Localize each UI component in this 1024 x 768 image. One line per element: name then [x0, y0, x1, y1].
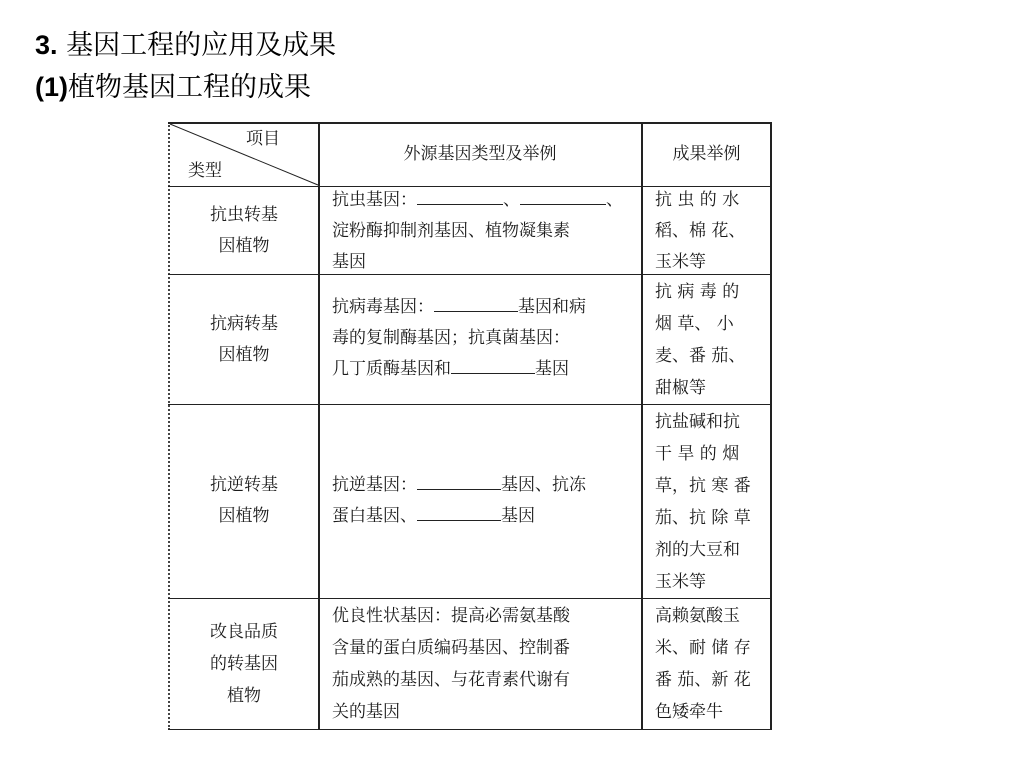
header-gene-type: 外源基因类型及举例: [403, 144, 557, 164]
fill-blank: [417, 471, 501, 490]
type-line: 因植物: [218, 345, 270, 365]
row-type-disease: [170, 309, 318, 371]
subsection-heading: [35, 70, 311, 105]
gene-text: 毒的复制酶基因；抗真菌基因：: [332, 328, 570, 348]
fill-blank: [434, 293, 518, 312]
gene-text: 优良性状基因：提高必需氨基酸: [332, 606, 570, 626]
type-line: 的转基因: [210, 654, 278, 674]
result-line: 抗 虫 的 水: [655, 190, 740, 210]
result-line: 抗盐碱和抗: [655, 412, 740, 432]
fill-blank: [417, 502, 501, 521]
subsection-title: 植物基因工程的成果: [68, 72, 311, 103]
gene-text: 、: [503, 190, 520, 210]
fill-blank: [520, 186, 606, 205]
result-line: 甜椒等: [655, 378, 706, 398]
row-type-insect: [170, 200, 318, 262]
subsection-number: (1): [35, 72, 68, 102]
gene-text: 基因: [332, 252, 366, 272]
result-line: 剂的大豆和: [655, 540, 740, 560]
result-line: 玉米等: [655, 572, 706, 592]
gene-text: 抗逆基因：: [332, 475, 417, 495]
gene-text: 、: [606, 190, 623, 210]
type-line: 因植物: [218, 236, 270, 256]
row-genes-stress: [332, 470, 638, 532]
row-type-quality: [170, 616, 318, 712]
header-type-label: 类型: [188, 161, 222, 181]
column-divider: [318, 122, 320, 730]
header-results: 成果举例: [672, 144, 741, 164]
gene-text: 含量的蛋白质编码基因、控制番: [332, 638, 570, 658]
row-divider: [168, 404, 772, 405]
row-genes-disease: [332, 292, 638, 385]
gene-text: 蛋白基因、: [332, 506, 417, 526]
row-results-quality: [655, 600, 767, 728]
result-line: 番 茄、新 花: [655, 670, 751, 690]
result-line: 色矮牵牛: [655, 702, 723, 722]
table-right-border: [770, 122, 772, 730]
gene-text: 淀粉酶抑制剂基因、植物凝集素: [332, 221, 570, 241]
row-divider: [168, 598, 772, 599]
type-line: 抗病转基: [210, 314, 278, 334]
section-title: 基因工程的应用及成果: [66, 30, 337, 61]
type-line: 改良品质: [210, 622, 278, 642]
row-results-insect: [655, 185, 767, 278]
row-genes-insect: [332, 185, 638, 278]
gene-text: 基因: [535, 359, 569, 379]
gene-text: 茄成熟的基因、与花青素代谢有: [332, 670, 570, 690]
result-line: 烟 草、 小: [655, 314, 734, 334]
row-genes-quality: [332, 600, 638, 728]
result-line: 米、耐 储 存: [655, 638, 751, 658]
gene-text: 抗病毒基因：: [332, 297, 434, 317]
header-item-label: 项目: [246, 129, 280, 149]
section-number: 3.: [35, 30, 58, 60]
row-results-disease: [655, 276, 767, 404]
column-divider: [641, 122, 643, 730]
fill-blank: [417, 186, 503, 205]
table-bottom-border: [168, 729, 772, 730]
result-line: 麦、番 茄、: [655, 346, 746, 366]
result-line: 高赖氨酸玉: [655, 606, 740, 626]
gene-text: 抗虫基因：: [332, 190, 417, 210]
result-line: 抗 病 毒 的: [655, 282, 740, 302]
section-heading: [35, 28, 336, 63]
result-line: 干 旱 的 烟: [655, 444, 740, 464]
result-line: 稻、棉 花、: [655, 221, 746, 241]
type-line: 植物: [227, 686, 261, 706]
type-line: 抗虫转基: [210, 205, 278, 225]
gene-text: 关的基因: [332, 702, 400, 722]
gene-text: 基因、抗冻: [501, 475, 586, 495]
gene-text: 基因: [501, 506, 535, 526]
row-type-stress: [170, 470, 318, 532]
row-results-stress: [655, 406, 767, 598]
type-line: 抗逆转基: [210, 475, 278, 495]
result-line: 玉米等: [655, 252, 706, 272]
gene-text: 基因和病: [518, 297, 586, 317]
gene-text: 几丁质酶基因和: [332, 359, 451, 379]
type-line: 因植物: [218, 506, 270, 526]
fill-blank: [451, 355, 535, 374]
result-line: 茄、抗 除 草: [655, 508, 751, 528]
result-line: 草，抗 寒 番: [655, 476, 751, 496]
achievements-table: [168, 122, 772, 730]
